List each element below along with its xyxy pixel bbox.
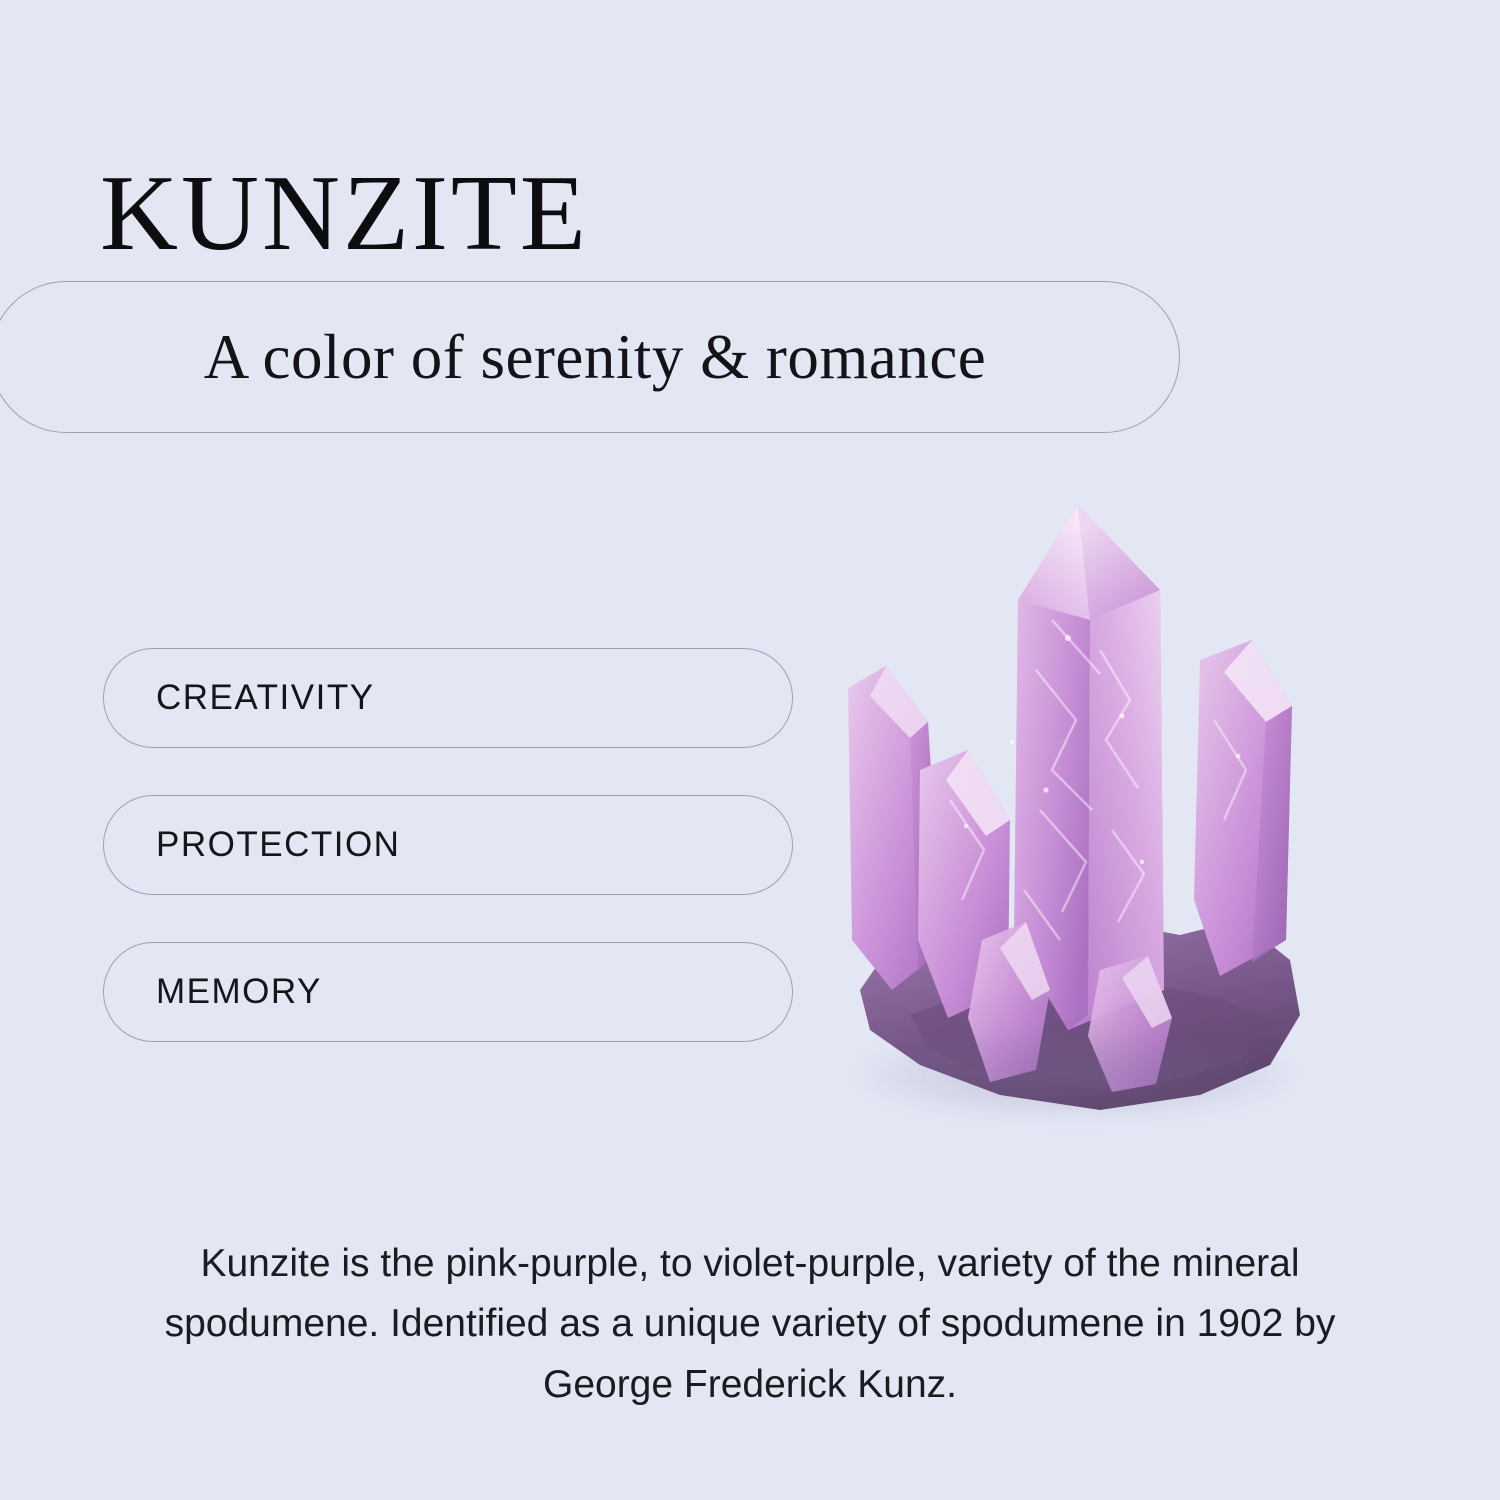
list-item[interactable] [103,942,793,1042]
crystal-shadow [860,1030,1290,1120]
page-title: KUNZITE [100,154,589,274]
keyword-label: PROTECTION [156,825,401,864]
keyword-list [103,648,793,1089]
kunzite-crystal-illustration [800,470,1360,1150]
list-item[interactable] [103,795,793,895]
crystal-main-tip-left [1018,505,1090,620]
keyword-label: CREATIVITY [156,678,375,717]
subtitle-pill [0,281,1180,433]
keyword-pill-memory[interactable] [103,942,793,1042]
list-item[interactable] [103,648,793,748]
keyword-label: MEMORY [156,972,322,1011]
keyword-pill-creativity[interactable] [103,648,793,748]
subtitle-text: A color of serenity & romance [203,321,987,392]
keyword-pill-protection[interactable] [103,795,793,895]
description-text: Kunzite is the pink-purple, to violet-purple, variety of the mineral spodumene. Identified as a unique variety of spodumene in 1902 by George Frederick Kunz. [164,1242,1336,1406]
